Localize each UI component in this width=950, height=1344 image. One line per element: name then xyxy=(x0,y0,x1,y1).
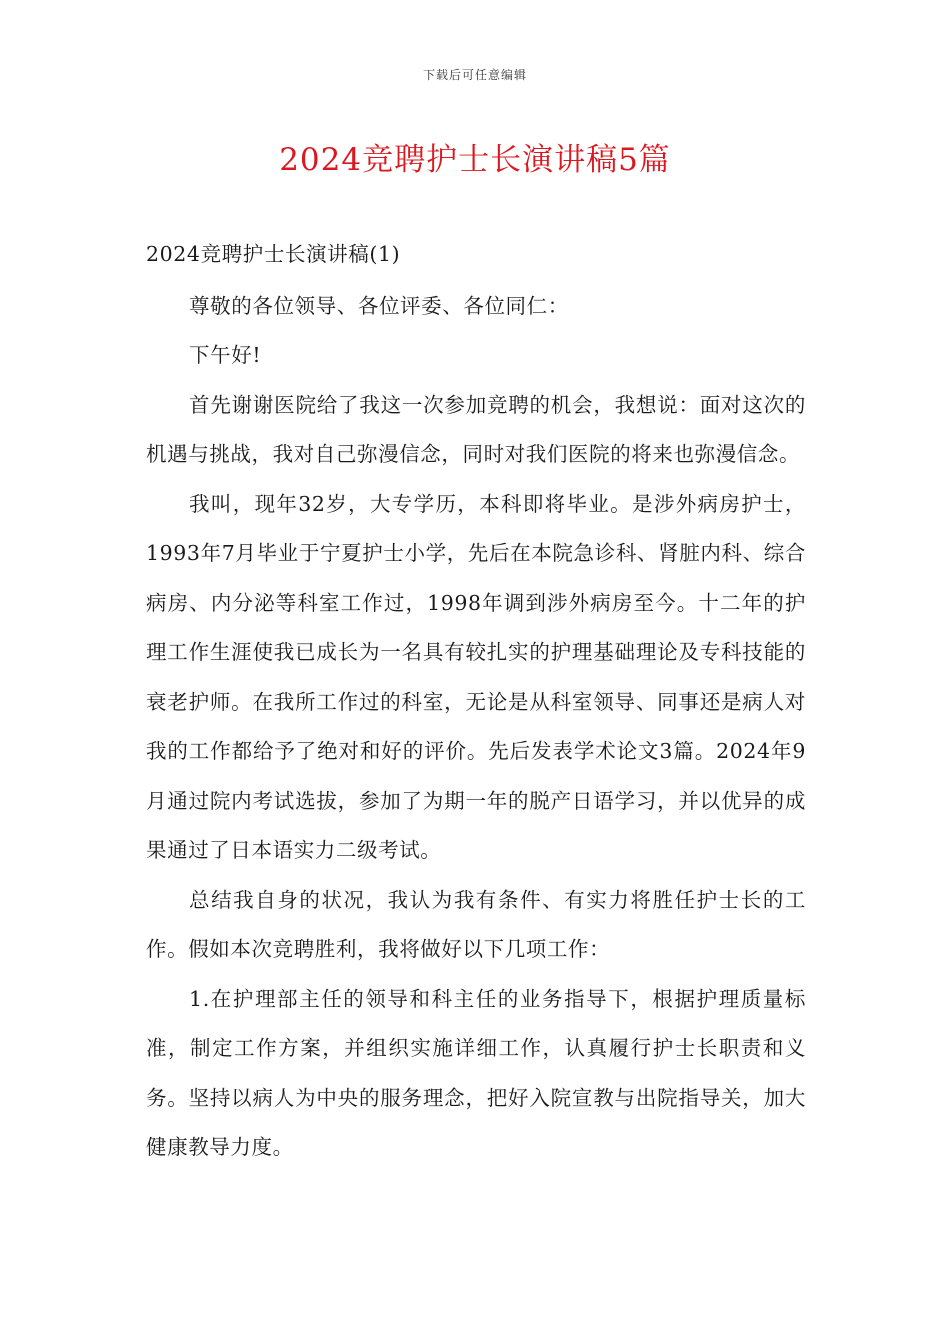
paragraph-self-introduction: 我叫，现年32岁，大专学历，本科即将毕业。是涉外病房护士，1993年7月毕业于宁夏护士小学，先后在本院急诊科、肾脏内科、综合病房、内分泌等科室工作过，1998年调到涉外病房至今。十二年的护理工作生涯使我已成长为一名具有较扎实的护理基础理论及专科技能的衰老护师。在我所工作过的科室，无论是从科室领导、同事还是病人对我的工作都给予了绝对和好的评价。先后发表学术论文3篇。2024年9月通过院内考试选拔，参加了为期一年的脱产日语学习，并以优异的成果通过了日本语实力二级考试。 xyxy=(146,491,806,862)
paragraph-greeting: 下午好! xyxy=(189,343,262,367)
header-note: 下载后可任意编辑 xyxy=(422,68,527,82)
paragraph-plan-item-1: 1.在护理部主任的领导和科主任的业务指导下，根据护理质量标准，制定工作方案，并组织实施详细工作，认真履行护士长职责和义务。坚持以病人为中央的服务理念，把好入院宣教与出院指导关，加大健康教导力度。 xyxy=(146,986,806,1159)
section-heading: 2024竞聘护士长演讲稿(1) xyxy=(146,242,401,266)
document-body xyxy=(146,230,806,1173)
paragraph-summary: 总结我自身的状况，我认为我有条件、有实力将胜任护士长的工作。假如本次竞聘胜利，我将做好以下几项工作： xyxy=(146,887,806,961)
paragraph-thanks: 首先谢谢医院给了我这一次参加竞聘的机会，我想说：面对这次的机遇与挑战，我对自己弥漫信念，同时对我们医院的将来也弥漫信念。 xyxy=(146,392,806,466)
paragraph-salutation: 尊敬的各位领导、各位评委、各位同仁： xyxy=(189,293,569,318)
document-title: 2024竞聘护士长演讲稿5篇 xyxy=(279,142,671,178)
